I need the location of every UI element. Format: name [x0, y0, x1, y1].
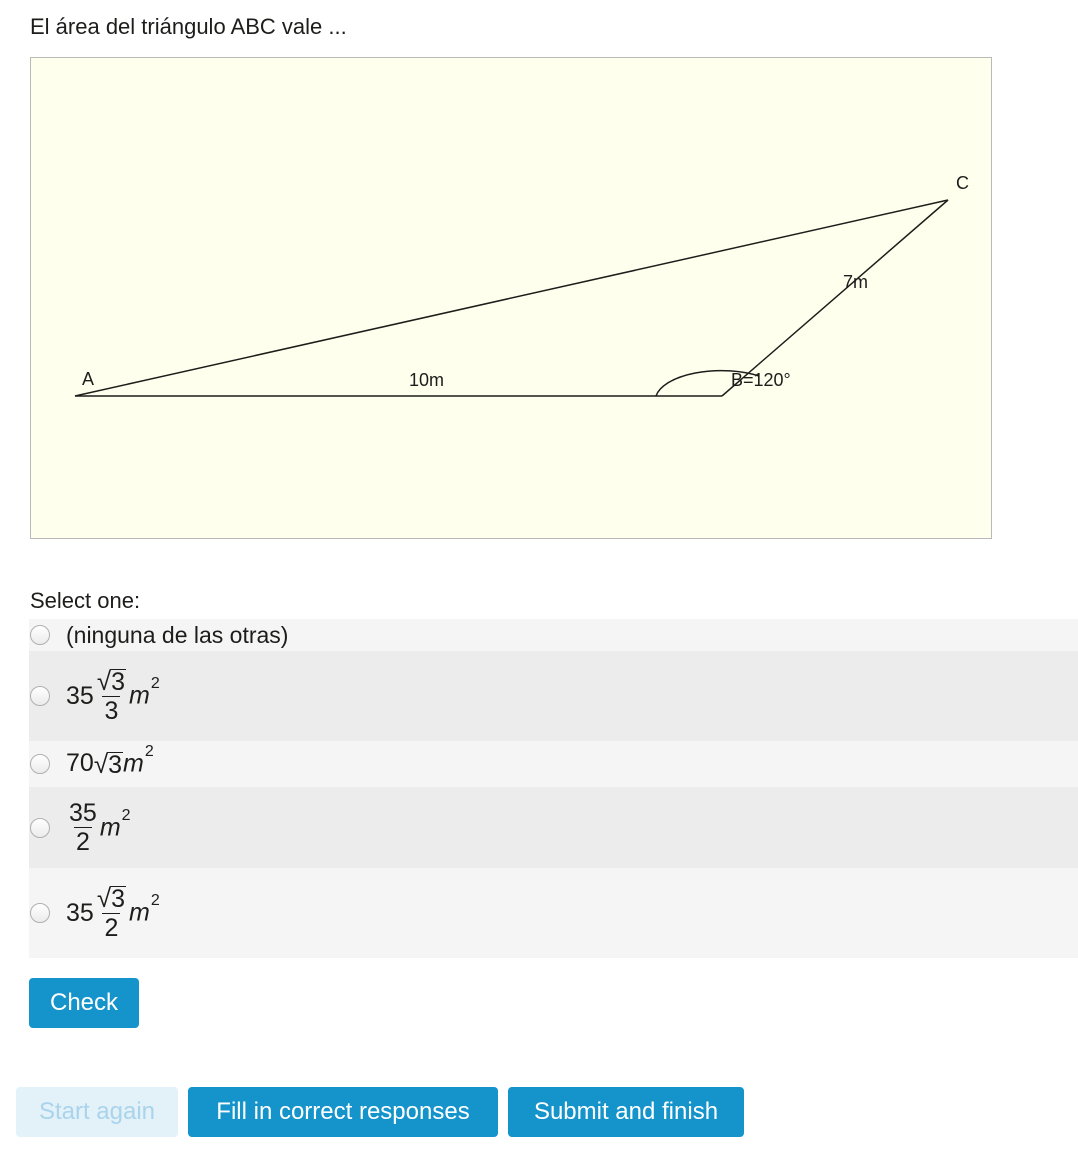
option-none-label: (ninguna de las otras) [66, 621, 289, 648]
option-5-radio[interactable] [30, 903, 50, 923]
question-text: El área del triángulo ABC vale ... [30, 14, 347, 39]
fill-correct-responses-button[interactable]: Fill in correct responses [188, 1087, 498, 1137]
option-4-exp: 2 [121, 806, 131, 824]
option-4-expression [66, 799, 131, 856]
option-5-exp: 2 [150, 892, 160, 910]
option-4-num: 35 [69, 799, 97, 827]
option-5-unit: m [129, 898, 150, 927]
angle-b-label: B=120° [731, 370, 791, 390]
vertex-a-label: A [82, 369, 95, 389]
sqrt-symbol: √ [93, 748, 109, 779]
option-4-unit: m [99, 813, 121, 842]
start-again-button[interactable]: Start again [16, 1087, 178, 1137]
option-3-radio[interactable] [30, 754, 50, 774]
option-4-den: 2 [75, 828, 90, 856]
option-2-expression [66, 665, 160, 725]
option-none[interactable] [29, 619, 1078, 651]
option-2-radio[interactable] [30, 686, 50, 706]
option-5-expression [66, 882, 160, 942]
option-2-den: 3 [104, 696, 119, 725]
option-2-unit: m [129, 681, 150, 710]
check-button[interactable]: Check [29, 978, 139, 1028]
select-one-prompt: Select one: [30, 588, 141, 613]
submit-and-finish-button[interactable]: Submit and finish [508, 1087, 744, 1137]
option-4-radio[interactable] [30, 818, 50, 838]
option-35-over-2[interactable] [29, 787, 1078, 868]
option-3-root: 3 [108, 750, 122, 779]
option-none-radio[interactable] [30, 625, 50, 645]
triangle-diagram [31, 58, 991, 538]
option-2-exp: 2 [150, 675, 160, 693]
option-35sqrt3-over-3[interactable] [29, 651, 1078, 741]
sqrt-symbol: √ [96, 665, 112, 696]
option-2-root: 3 [111, 667, 125, 696]
side-ca-line [75, 200, 948, 396]
option-3-unit: m [123, 749, 144, 778]
option-2-fraction [95, 665, 128, 725]
option-5-root: 3 [111, 884, 125, 913]
option-5-den: 2 [104, 913, 119, 942]
option-70sqrt3[interactable] [29, 741, 1078, 787]
option-4-fraction [67, 799, 99, 856]
option-2-coef: 35 [66, 681, 94, 710]
side-bc-line [722, 200, 948, 396]
side-bc-label: 7m [843, 272, 869, 292]
vertex-c-label: C [956, 173, 969, 193]
option-5-coef: 35 [66, 898, 94, 927]
option-35sqrt3-over-2[interactable] [29, 868, 1078, 958]
option-3-expression [66, 743, 154, 779]
option-5-fraction [95, 882, 128, 942]
side-ab-label: 10m [409, 370, 445, 390]
sqrt-symbol: √ [96, 882, 112, 913]
option-3-exp: 2 [144, 743, 154, 761]
triangle-figure [30, 57, 992, 539]
option-3-coef: 70 [66, 749, 94, 778]
